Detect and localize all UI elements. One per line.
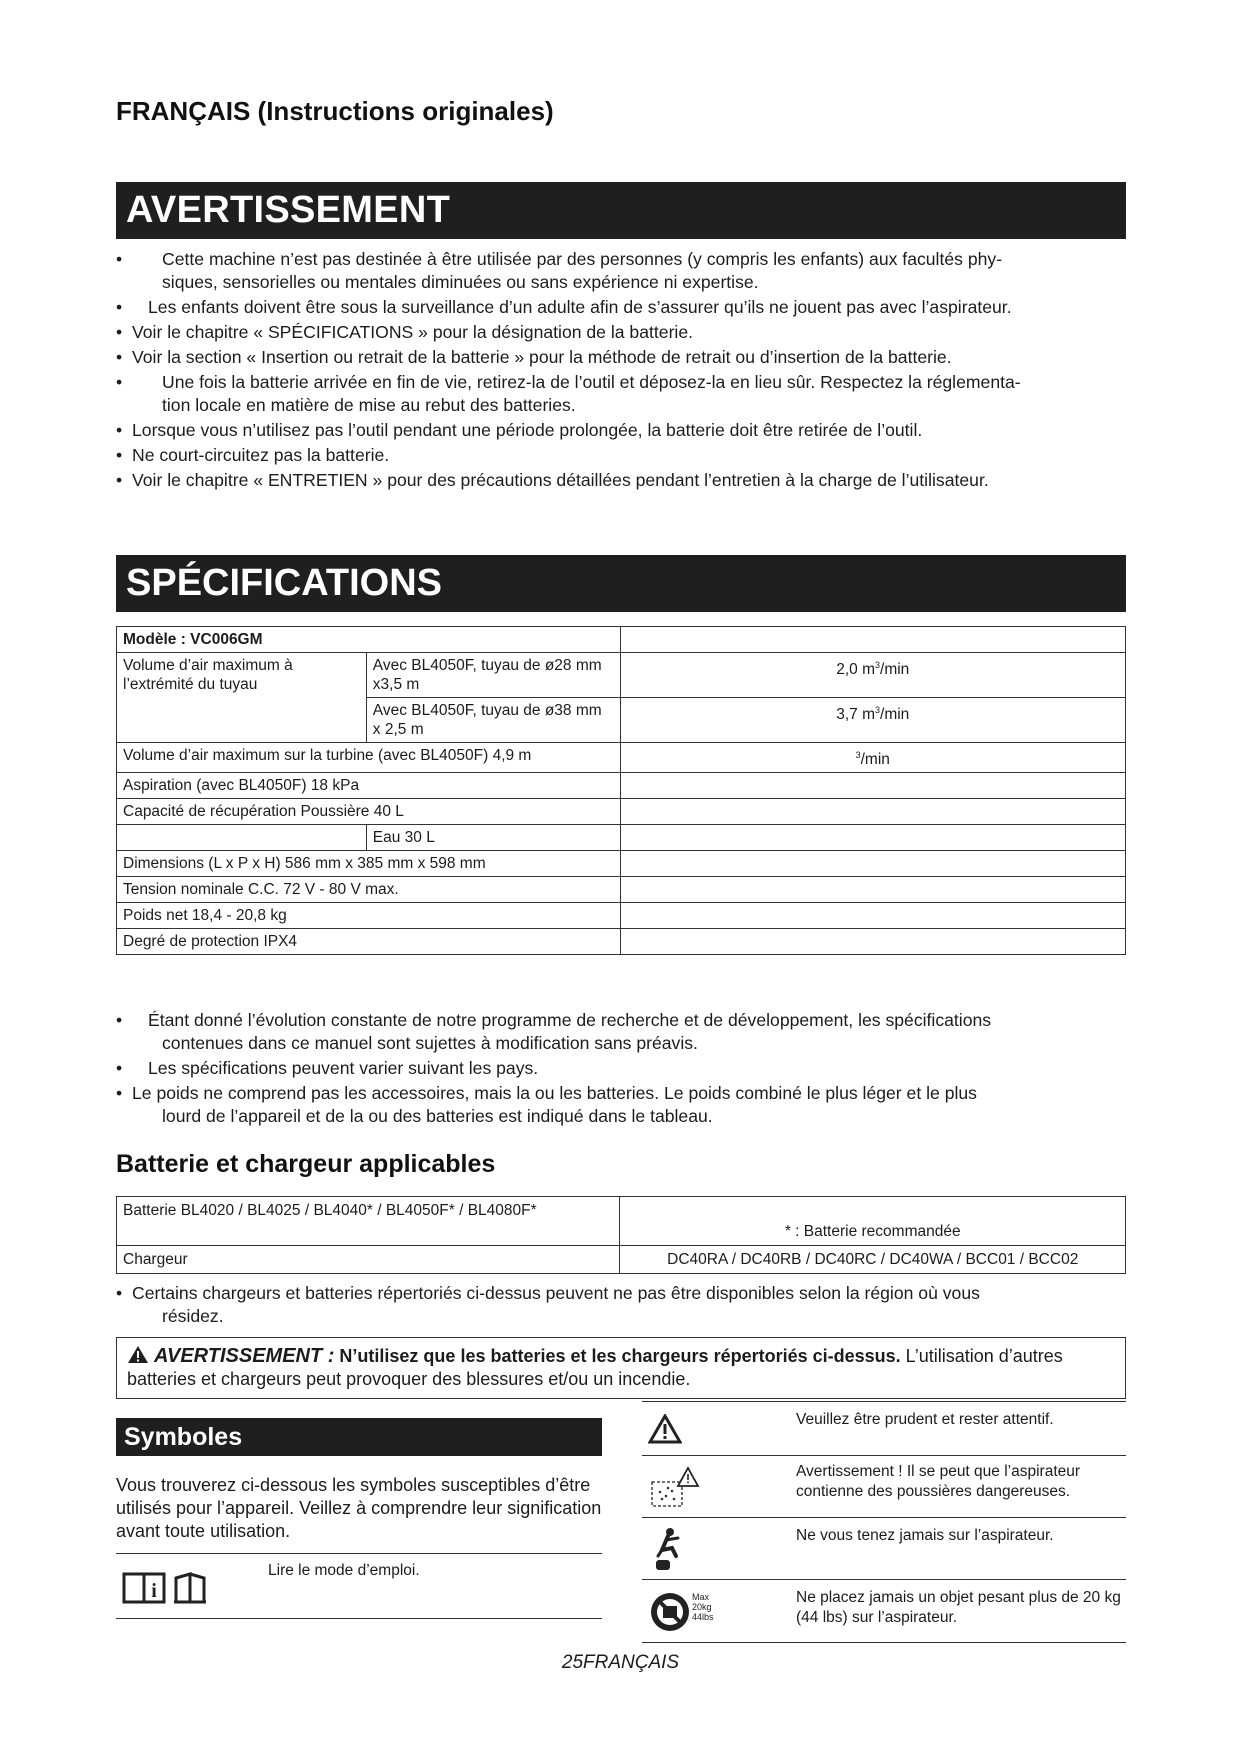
table-row xyxy=(117,877,1126,903)
weight-cell: Poids net 18,4 - 20,8 kg xyxy=(117,903,621,929)
table-row xyxy=(117,653,1126,698)
model-cell: Modèle : VC006GM xyxy=(117,627,621,653)
read-manual-row xyxy=(116,1553,602,1619)
dimensions-cell: Dimensions (L x P x H) 586 mm x 385 mm x 598 mm xyxy=(117,851,621,877)
symbols-table xyxy=(642,1401,1126,1641)
table-row xyxy=(117,851,1126,877)
list-item: • Voir le chapitre « SPÉCIFICATIONS » pour la désignation de la batterie. xyxy=(116,321,1126,344)
svg-text:i: i xyxy=(151,1580,157,1602)
table-row xyxy=(117,929,1126,955)
symbols-intro: Vous trouverez ci-dessous les symboles susceptibles d’être utilisés pour l’appareil. Veillez à comprendre leur signification avant toute utilisation. xyxy=(116,1475,602,1541)
max-load-label: Max 20kg 44lbs xyxy=(692,1592,714,1622)
battery-models: Batterie BL4020 / BL4025 / BL4040* / BL4050F* / BL4080F* xyxy=(117,1197,620,1246)
read-manual-text: Lire le mode d’emploi. xyxy=(268,1562,420,1579)
suction-cell: Aspiration (avec BL4050F) 18 kPa xyxy=(117,773,621,799)
no-standing-icon xyxy=(648,1526,688,1574)
caution-triangle-icon xyxy=(648,1414,682,1444)
symbol-row-dust xyxy=(642,1455,1126,1518)
list-item: • Cette machine n’est pas destinée à être utilisée par des personnes (y compris les enfants) aux facultés phy- siques, sensorielles ou mentales diminuées ou sans expérience ni expertise. xyxy=(116,248,1126,294)
read-manual-icon xyxy=(122,1568,226,1608)
charger-label: Chargeur xyxy=(117,1246,620,1274)
warning-strong-text: N’utilisez que les batteries et les chargeurs répertoriés ci-dessus. xyxy=(339,1346,901,1366)
table-row xyxy=(117,799,1126,825)
capacity-dust-cell: Capacité de récupération Poussière 40 L xyxy=(117,799,621,825)
table-row xyxy=(117,1246,1126,1274)
air-tip-38-value: 3,7 $m^3/\min$ xyxy=(620,698,1125,743)
capacity-water-cell: Eau 30 L xyxy=(366,825,620,851)
battery-warning-box xyxy=(116,1337,1126,1399)
specifications-table xyxy=(116,626,1126,955)
list-item: • Ne court-circuitez pas la batterie. xyxy=(116,444,1126,467)
list-item: • Voir le chapitre « ENTRETIEN » pour des précautions détaillées pendant l’entretien à la charge de l’utilisateur. xyxy=(116,469,1126,492)
symbol-row-caution xyxy=(642,1401,1126,1456)
table-row xyxy=(117,773,1126,799)
warning-text: L’utilisation d’autres batteries et chargeurs peut provoquer des blessures et/ou un incendie. xyxy=(127,1346,1063,1389)
turbine-cell: Volume d’air maximum sur la turbine (avec BL4050F) 4,9 m xyxy=(117,743,621,773)
voltage-cell: Tension nominale C.C. 72 V - 80 V max. xyxy=(117,877,621,903)
battery-table xyxy=(116,1196,1126,1274)
warning-banner: AVERTISSEMENT xyxy=(116,182,1126,239)
list-item: • Le poids ne comprend pas les accessoires, mais la ou les batteries. Le poids combiné le plus léger et le plus lourd de l’appareil et de la ou des batteries est indiqué dans le tableau. xyxy=(116,1082,1126,1128)
table-row xyxy=(117,825,1126,851)
specifications-banner: SPÉCIFICATIONS xyxy=(116,555,1126,612)
warning-label: AVERTISSEMENT : xyxy=(154,1345,335,1367)
spec-notes-list xyxy=(116,1009,1126,1130)
dust-warning-text: Avertissement ! Il se peut que l’aspirateur contienne des poussières dangereuses. xyxy=(796,1463,1081,1500)
table-row xyxy=(117,627,1126,653)
list-item: • Lorsque vous n’utilisez pas l’outil pendant une période prolongée, la batterie doit être retirée de l’outil. xyxy=(116,419,1126,442)
air-tip-38-label: Avec BL4050F, tuyau de ø38 mm x 2,5 m xyxy=(366,698,620,743)
symbols-banner: Symboles xyxy=(116,1418,602,1456)
battery-heading: Batterie et chargeur applicables xyxy=(116,1150,496,1178)
table-row xyxy=(117,743,1126,773)
page-title: FRANÇAIS (Instructions originales) xyxy=(116,96,554,126)
warning-triangle-icon xyxy=(127,1345,149,1364)
caution-text: Veuillez être prudent et rester attentif. xyxy=(796,1411,1054,1428)
list-item: • Étant donné l’évolution constante de notre programme de recherche et de développement, les spécifications contenues dans ce manuel sont sujettes à modification sans préavis. xyxy=(116,1009,1126,1055)
max-load-text: Ne placez jamais un objet pesant plus de 20 kg (44 lbs) sur l’aspirateur. xyxy=(796,1589,1121,1626)
page-number: 25FRANÇAIS xyxy=(561,1652,680,1673)
turbine-unit: $^3$/min xyxy=(620,743,1125,773)
list-item: • Les enfants doivent être sous la surveillance d’un adulte afin de s’assurer qu’ils ne jouent pas avec l’aspirateur. xyxy=(116,296,1126,319)
list-item: • Voir la section « Insertion ou retrait de la batterie » pour la méthode de retrait ou d’insertion de la batterie. xyxy=(116,346,1126,369)
symbol-row-no-stand xyxy=(642,1517,1126,1580)
list-item: • Certains chargeurs et batteries répertoriés ci-dessus peuvent ne pas être disponibles selon la région où vous résidez. xyxy=(116,1282,1126,1328)
max-load-icon xyxy=(648,1590,694,1634)
recommended-note: * : Batterie recommandée xyxy=(620,1197,1126,1246)
dust-hazard-icon xyxy=(648,1466,700,1510)
list-item: • Les spécifications peuvent varier suivant les pays. xyxy=(116,1057,1126,1080)
air-tip-label: Volume d’air maximum à l’extrémité du tuyau xyxy=(117,653,367,743)
table-row xyxy=(117,1197,1126,1246)
symbol-row-max-load xyxy=(642,1579,1126,1643)
no-stand-text: Ne vous tenez jamais sur l’aspirateur. xyxy=(796,1527,1054,1544)
air-tip-28-value: 2,0 $m^3/\min$ xyxy=(620,653,1125,698)
air-tip-28-label: Avec BL4050F, tuyau de ø28 mm x3,5 m xyxy=(366,653,620,698)
warning-list xyxy=(116,248,1126,494)
list-item: • Une fois la batterie arrivée en fin de vie, retirez-la de l’outil et déposez-la en lieu sûr. Respectez la réglementa- tion locale en matière de mise au rebut des batteries. xyxy=(116,371,1126,417)
protection-cell: Degré de protection IPX4 xyxy=(117,929,621,955)
battery-notes-list xyxy=(116,1282,1126,1330)
charger-models: DC40RA / DC40RB / DC40RC / DC40WA / BCC01 / BCC02 xyxy=(620,1246,1126,1274)
table-row xyxy=(117,903,1126,929)
